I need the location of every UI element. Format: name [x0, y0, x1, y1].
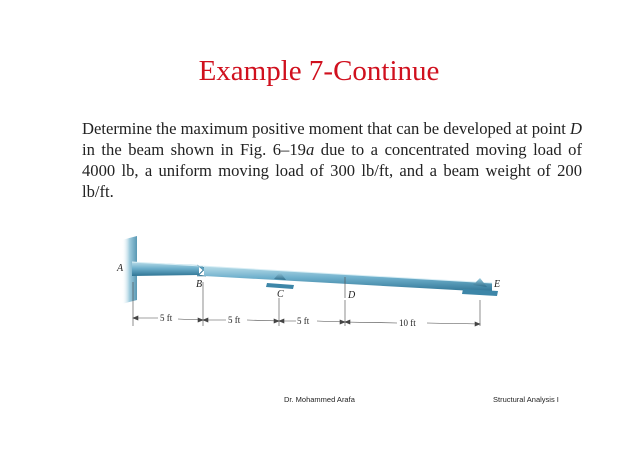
beam-segment-be — [204, 266, 492, 292]
problem-text-part-3: due to a concentrated moving load of 4000 lb, a uniform moving load of 300 lb/ft, and a beam weight of 200 lb/ft. — [82, 140, 582, 201]
slide-title: Example 7-Continue — [198, 55, 440, 87]
label-b: B — [196, 279, 203, 290]
label-e: E — [494, 279, 501, 290]
problem-text-part-1: Determine the maximum positive moment that can be developed at point — [82, 119, 571, 138]
problem-text-part-2: in the beam shown in Fig. 6–19 — [82, 140, 306, 159]
span-bc-label: 5 ft — [228, 315, 241, 325]
footer-author: Dr. Mohammed Arafa — [284, 395, 355, 404]
label-a: A — [117, 263, 124, 274]
label-d: D — [348, 290, 356, 301]
support-e-base — [462, 289, 498, 296]
label-c: C — [277, 289, 284, 300]
span-ab-label: 5 ft — [160, 313, 173, 323]
figure-subpart-variable: a — [305, 140, 315, 159]
span-de-label: 10 ft — [399, 318, 416, 328]
point-d-variable: D — [570, 119, 582, 138]
footer-course: Structural Analysis I — [493, 395, 559, 404]
span-cd-label: 5 ft — [297, 316, 310, 326]
